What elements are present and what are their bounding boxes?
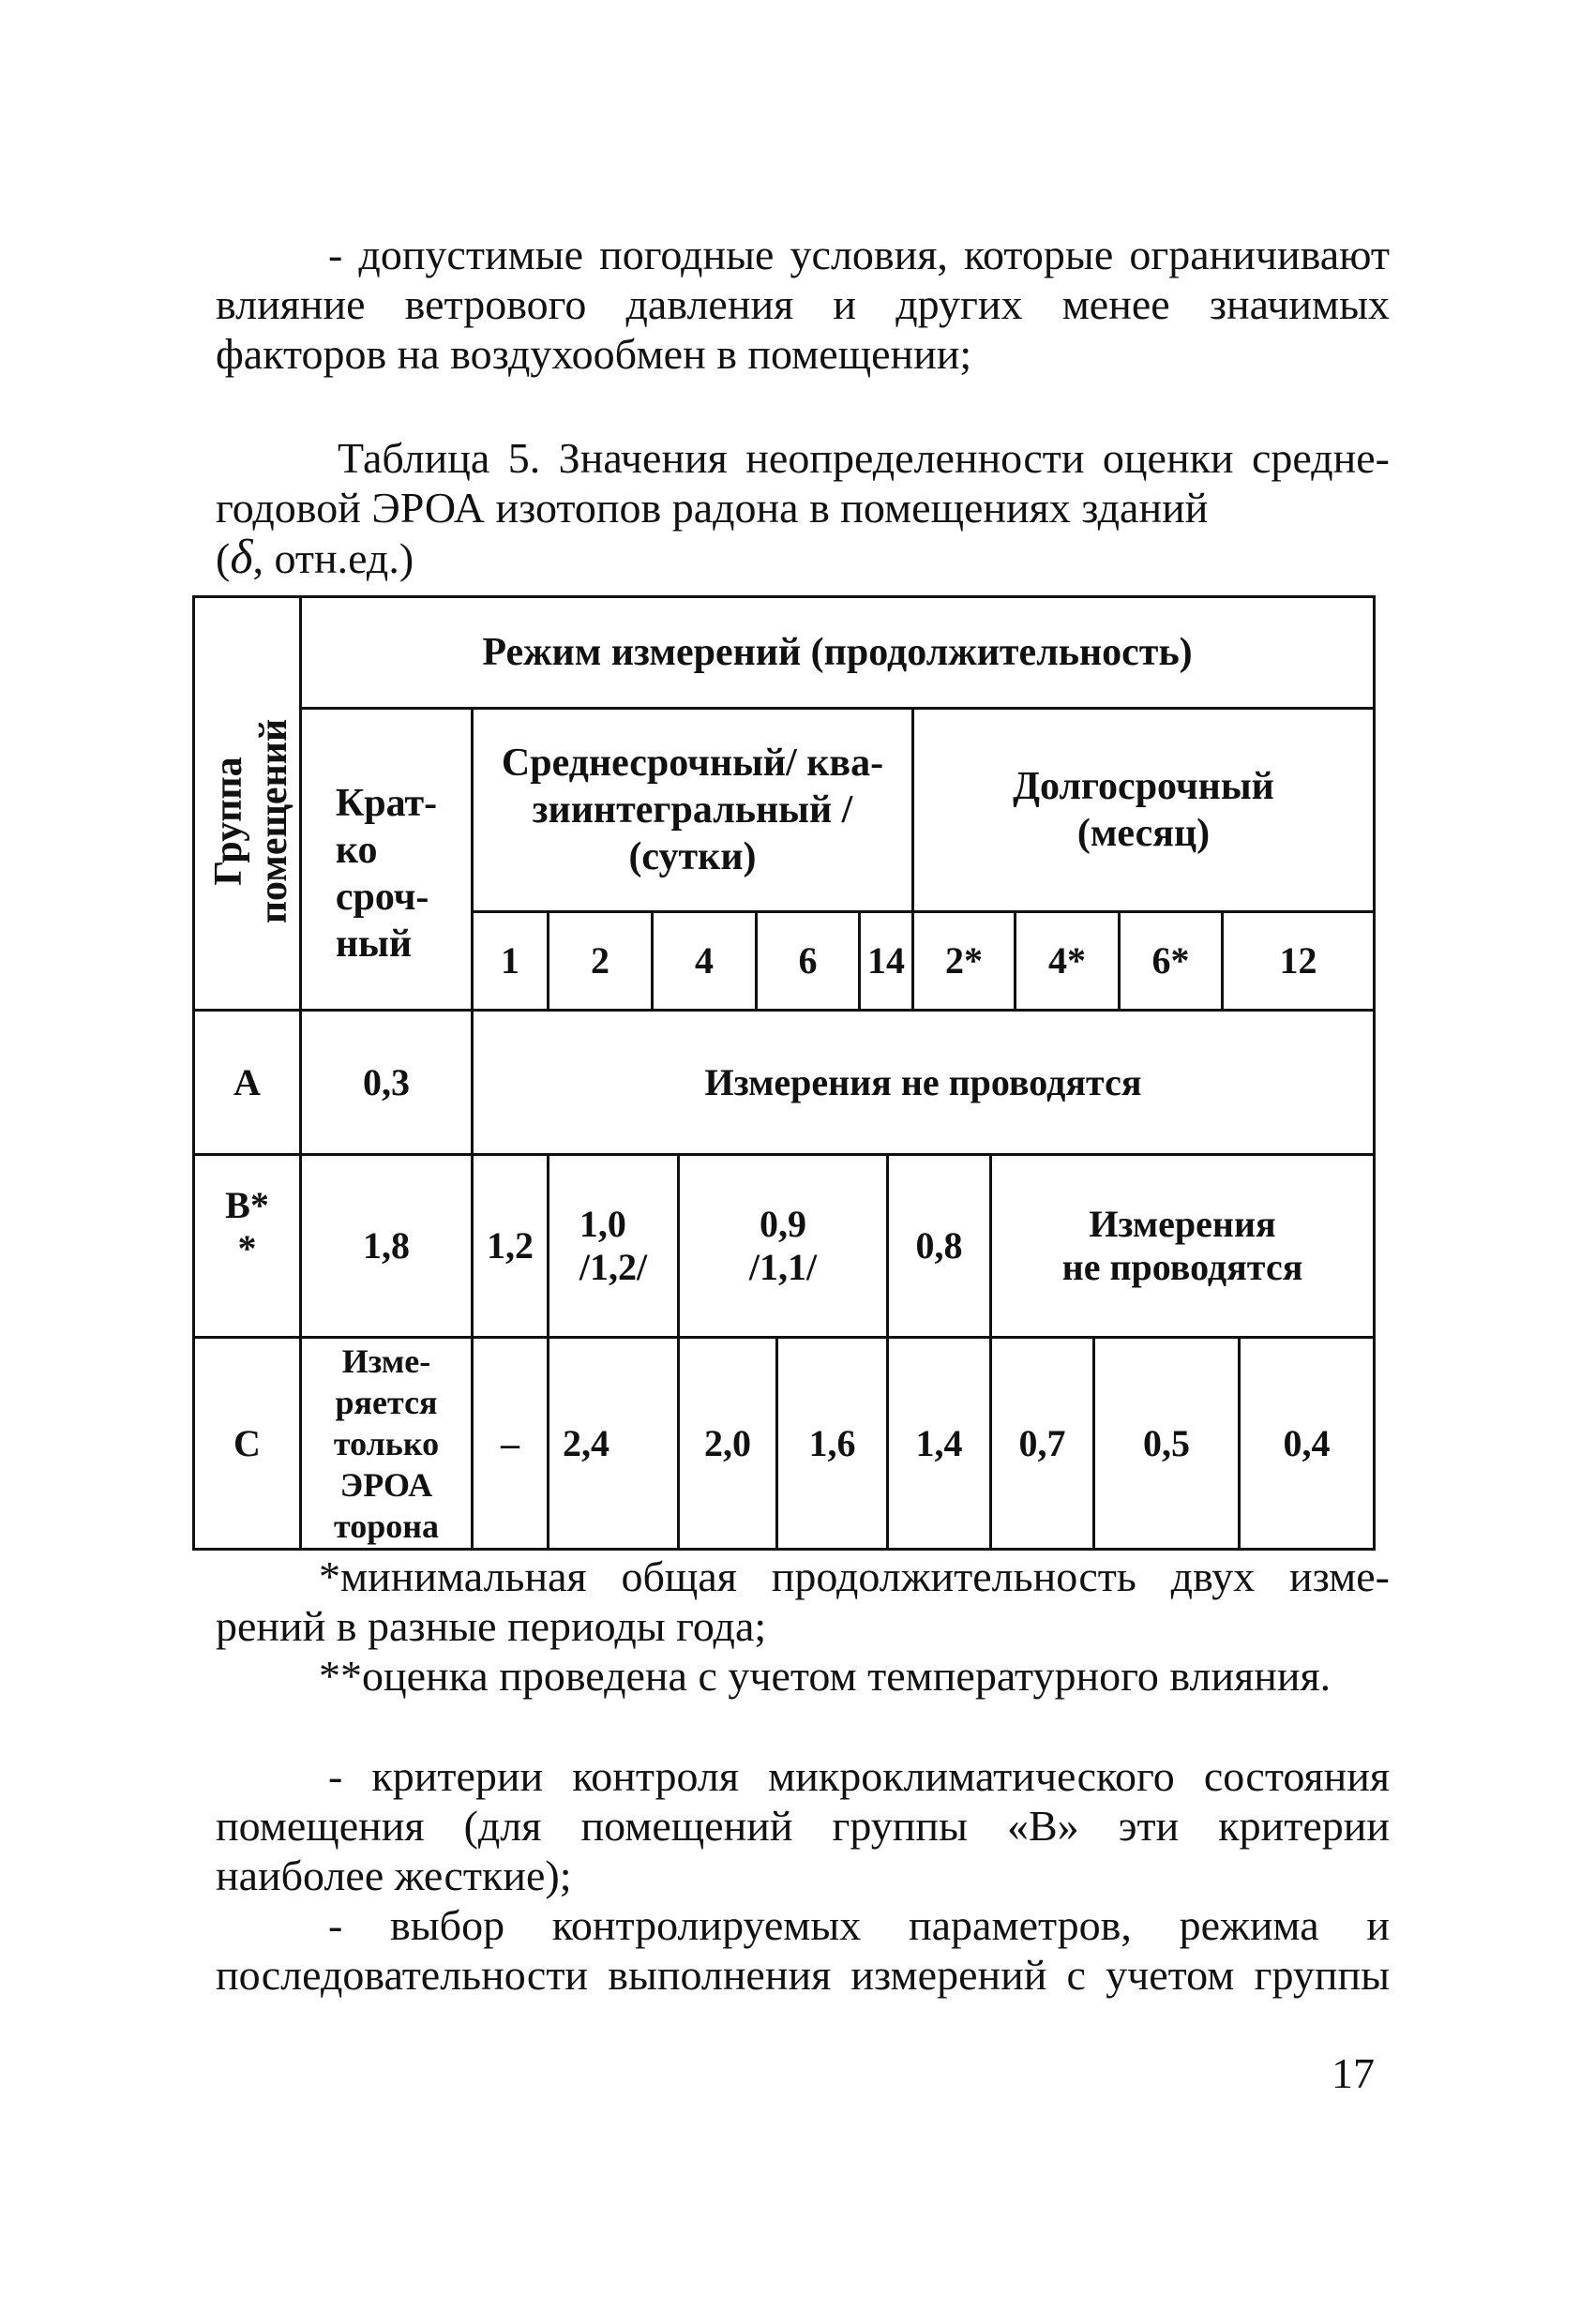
cell-value: 1,4 <box>915 1421 963 1464</box>
cell-value: В* * <box>225 1184 269 1269</box>
col-label: 4* <box>1048 939 1086 982</box>
text-line: - критерии контроля микроклиматического состояния <box>328 1752 1390 1800</box>
long-term-label: Долгосрочный (месяц) <box>1013 765 1274 855</box>
group-header-label: Группа помещений <box>207 718 296 924</box>
cell-value: – <box>501 1421 519 1464</box>
paragraph-weather-conditions <box>216 230 1390 379</box>
page-number: 17 <box>1332 2049 1375 2097</box>
col-day-1 <box>474 913 547 1009</box>
row-b-long <box>992 1156 1373 1336</box>
short-term-label: Крат- ко сроч- ный <box>335 781 438 966</box>
cell-value: 2,4 <box>563 1421 609 1464</box>
row-c-day2 <box>549 1339 677 1548</box>
cell-value: Измерения не проводятся <box>1061 1203 1303 1288</box>
col-day-2 <box>549 913 651 1009</box>
row-a-rest <box>474 1012 1373 1153</box>
cell-value: 1,2 <box>487 1224 534 1267</box>
col-label: 14 <box>867 939 905 982</box>
row-b-day2 <box>549 1156 677 1336</box>
row-c-short <box>302 1339 471 1548</box>
row-a-short <box>302 1012 471 1153</box>
col-day-6 <box>758 913 858 1009</box>
cell-value: Изме- ряется только ЭРОА торона <box>333 1342 440 1545</box>
col-month-6 <box>1121 913 1221 1009</box>
col-label: 2 <box>591 939 609 982</box>
mid-term-header <box>474 710 911 910</box>
col-label: 4 <box>695 939 714 982</box>
footnote-line: **оценка проведена с учетом температурного влияния. <box>319 1652 1332 1700</box>
col-label: 6* <box>1151 939 1190 982</box>
row-b-day4-6 <box>680 1156 886 1336</box>
col-label: 2* <box>945 939 983 982</box>
cell-value: 0,8 <box>915 1224 963 1267</box>
caption-units: , отн.ед.) <box>252 534 414 582</box>
cell-value: 1,0 /1,2/ <box>579 1203 648 1288</box>
text-line: - выбор контролируемых параметров, режима и <box>328 1901 1390 1949</box>
footnote-line: *минимальная общая продолжительность двух изме- <box>319 1552 1390 1600</box>
col-month-4 <box>1016 913 1118 1009</box>
footnote-line: рений в разные периоды года; <box>216 1602 767 1650</box>
row-b-day14 <box>889 1156 989 1336</box>
table-caption <box>216 433 1390 582</box>
long-term-header <box>914 710 1373 910</box>
text-line: - допустимые погодные условия, которые ограничивают <box>328 231 1390 278</box>
text-line: влияние ветрового давления и других менее значимых <box>216 280 1390 328</box>
short-term-header <box>302 710 471 1009</box>
mid-term-label: Среднесрочный/ ква- зиинтегральный / (сутки) <box>501 742 884 878</box>
caption-paren: ( <box>216 534 231 582</box>
row-c-month12 <box>1241 1339 1373 1548</box>
cell-value: 2,0 <box>704 1421 751 1464</box>
cell-value: С <box>233 1421 261 1464</box>
row-c-day1 <box>474 1339 547 1548</box>
text-line: наиболее жесткие); <box>216 1852 572 1899</box>
mode-header <box>302 598 1373 707</box>
cell-value: 0,7 <box>1018 1421 1066 1464</box>
row-c-group <box>195 1339 299 1548</box>
row-b-day1 <box>474 1156 547 1336</box>
delta-symbol: δ <box>230 531 253 584</box>
col-day-14 <box>861 913 911 1009</box>
caption-line: Таблица 5. Значения неопределенности оценки средне- <box>338 434 1390 482</box>
row-b-short <box>302 1156 471 1336</box>
paragraph-microclimate <box>216 1751 1390 1900</box>
row-c-month4-6 <box>1095 1339 1238 1548</box>
row-c-month2 <box>992 1339 1092 1548</box>
row-c-day6 <box>778 1339 886 1548</box>
col-label: 1 <box>501 939 519 982</box>
cell-value: 0,3 <box>363 1060 410 1103</box>
text-line: помещения (для помещений группы «В» эти критерии <box>216 1802 1390 1850</box>
caption-line <box>216 532 1390 582</box>
caption-line: годовой ЭРОА изотопов радона в помещениях зданий <box>216 484 1209 532</box>
col-month-12 <box>1224 913 1373 1009</box>
paragraph-parameters <box>216 1900 1390 2000</box>
row-c-day14 <box>889 1339 989 1548</box>
text-line: последовательности выполнения измерений с учетом группы <box>216 1951 1390 1999</box>
mode-header-label: Режим измерений (продолжительность) <box>482 631 1193 674</box>
col-label: 6 <box>798 939 818 982</box>
row-a-group <box>195 1012 299 1153</box>
col-label: 12 <box>1279 939 1317 982</box>
cell-value: 0,9 /1,1/ <box>748 1203 818 1288</box>
cell-value: Измерения не проводятся <box>704 1060 1142 1103</box>
uncertainty-table <box>192 595 1376 1551</box>
row-b-group <box>195 1156 299 1336</box>
cell-value: 0,5 <box>1143 1421 1190 1464</box>
cell-value: 1,6 <box>808 1421 856 1464</box>
text-line: факторов на воздухообмен в помещении; <box>216 330 972 378</box>
cell-value: 0,4 <box>1283 1421 1331 1464</box>
col-day-4 <box>654 913 755 1009</box>
table-footnotes <box>216 1552 1390 1701</box>
cell-value: А <box>233 1060 261 1103</box>
group-header-cell <box>201 598 302 1009</box>
row-c-day4 <box>680 1339 775 1548</box>
cell-value: 1,8 <box>363 1224 410 1267</box>
col-month-2 <box>914 913 1014 1009</box>
